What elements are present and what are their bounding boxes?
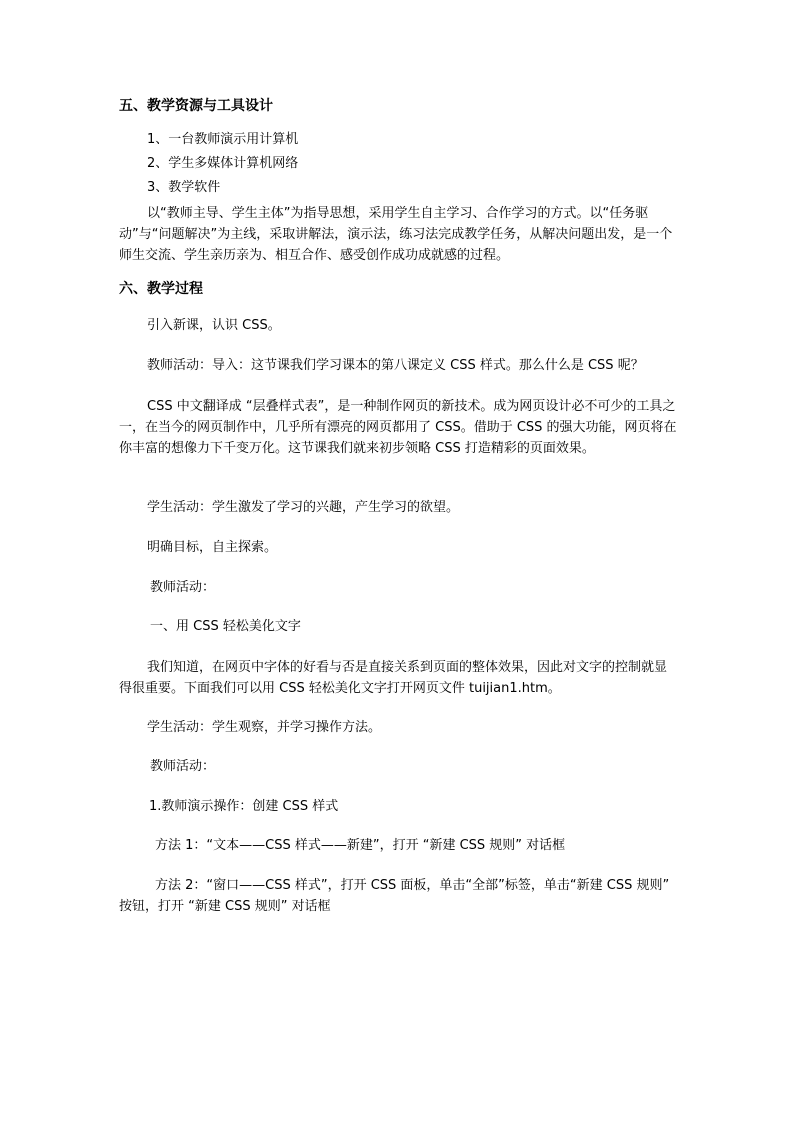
- teacher-activity-3: 教师活动：: [150, 759, 216, 774]
- part-1-heading: 一、用 CSS 轻松美化文字: [150, 619, 301, 634]
- student-activity-2: 学生活动：学生观察，并学习操作方法。: [147, 720, 382, 735]
- teacher-activity-1: 教师活动：导入：这节课我们学习课本的第八课定义 CSS 样式。那么什么是 CSS 呢？: [147, 358, 644, 373]
- teacher-activity-2: 教师活动：: [150, 580, 216, 595]
- resource-item-1: 1、一台教师演示用计算机: [147, 132, 299, 147]
- intro-line: 引入新课，认识 CSS。: [147, 318, 281, 333]
- method-2: 方法 2：“窗口——CSS 样式”，打开 CSS 面板，单击“全部”标签，单击“新建 CSS 规则” 按钮，打开 “新建 CSS 规则” 对话框: [119, 878, 670, 914]
- demo-step: 1.教师演示操作：创建 CSS 样式: [149, 799, 339, 814]
- resource-item-2: 2、学生多媒体计算机网络: [147, 156, 299, 171]
- student-activity-1: 学生活动：学生激发了学习的兴趣，产生学习的欲望。: [147, 500, 460, 515]
- teaching-method-paragraph: 以“教师主导、学生主体”为指导思想，采用学生自主学习、合作学习的方式。以“任务驱动”与“问题解决”为主线，采取讲解法，演示法，练习法完成教学任务，从解决问题出发，是一个师生交流、学生亲历亲为、相互合作、感受创作成功成就感的过程。: [119, 206, 673, 263]
- css-intro-paragraph: CSS 中文翻译成 “层叠样式表”，是一种制作网页的新技术。成为网页设计必不可少的工具之一，在当今的网页制作中，几乎所有漂亮的网页都用了 CSS。借助于 CSS 的强大功能，网页将在你丰富的想像力下千变万化。这节课我们就来初步领略 CSS 打造精彩的页面效果。: [119, 399, 677, 456]
- font-paragraph: 我们知道，在网页中字体的好看与否是直接关系到页面的整体效果，因此对文字的控制就显得很重要。下面我们可以用 CSS 轻松美化文字打开网页文件 tuijian1.htm。: [119, 660, 668, 696]
- goal-line: 明确目标，自主探索。: [147, 540, 278, 555]
- section-5-heading: 五、教学资源与工具设计: [119, 98, 273, 114]
- resource-item-3: 3、教学软件: [147, 180, 221, 195]
- section-6-heading: 六、教学过程: [119, 281, 203, 297]
- method-1: 方法 1：“文本——CSS 样式——新建”，打开 “新建 CSS 规则” 对话框: [155, 838, 566, 853]
